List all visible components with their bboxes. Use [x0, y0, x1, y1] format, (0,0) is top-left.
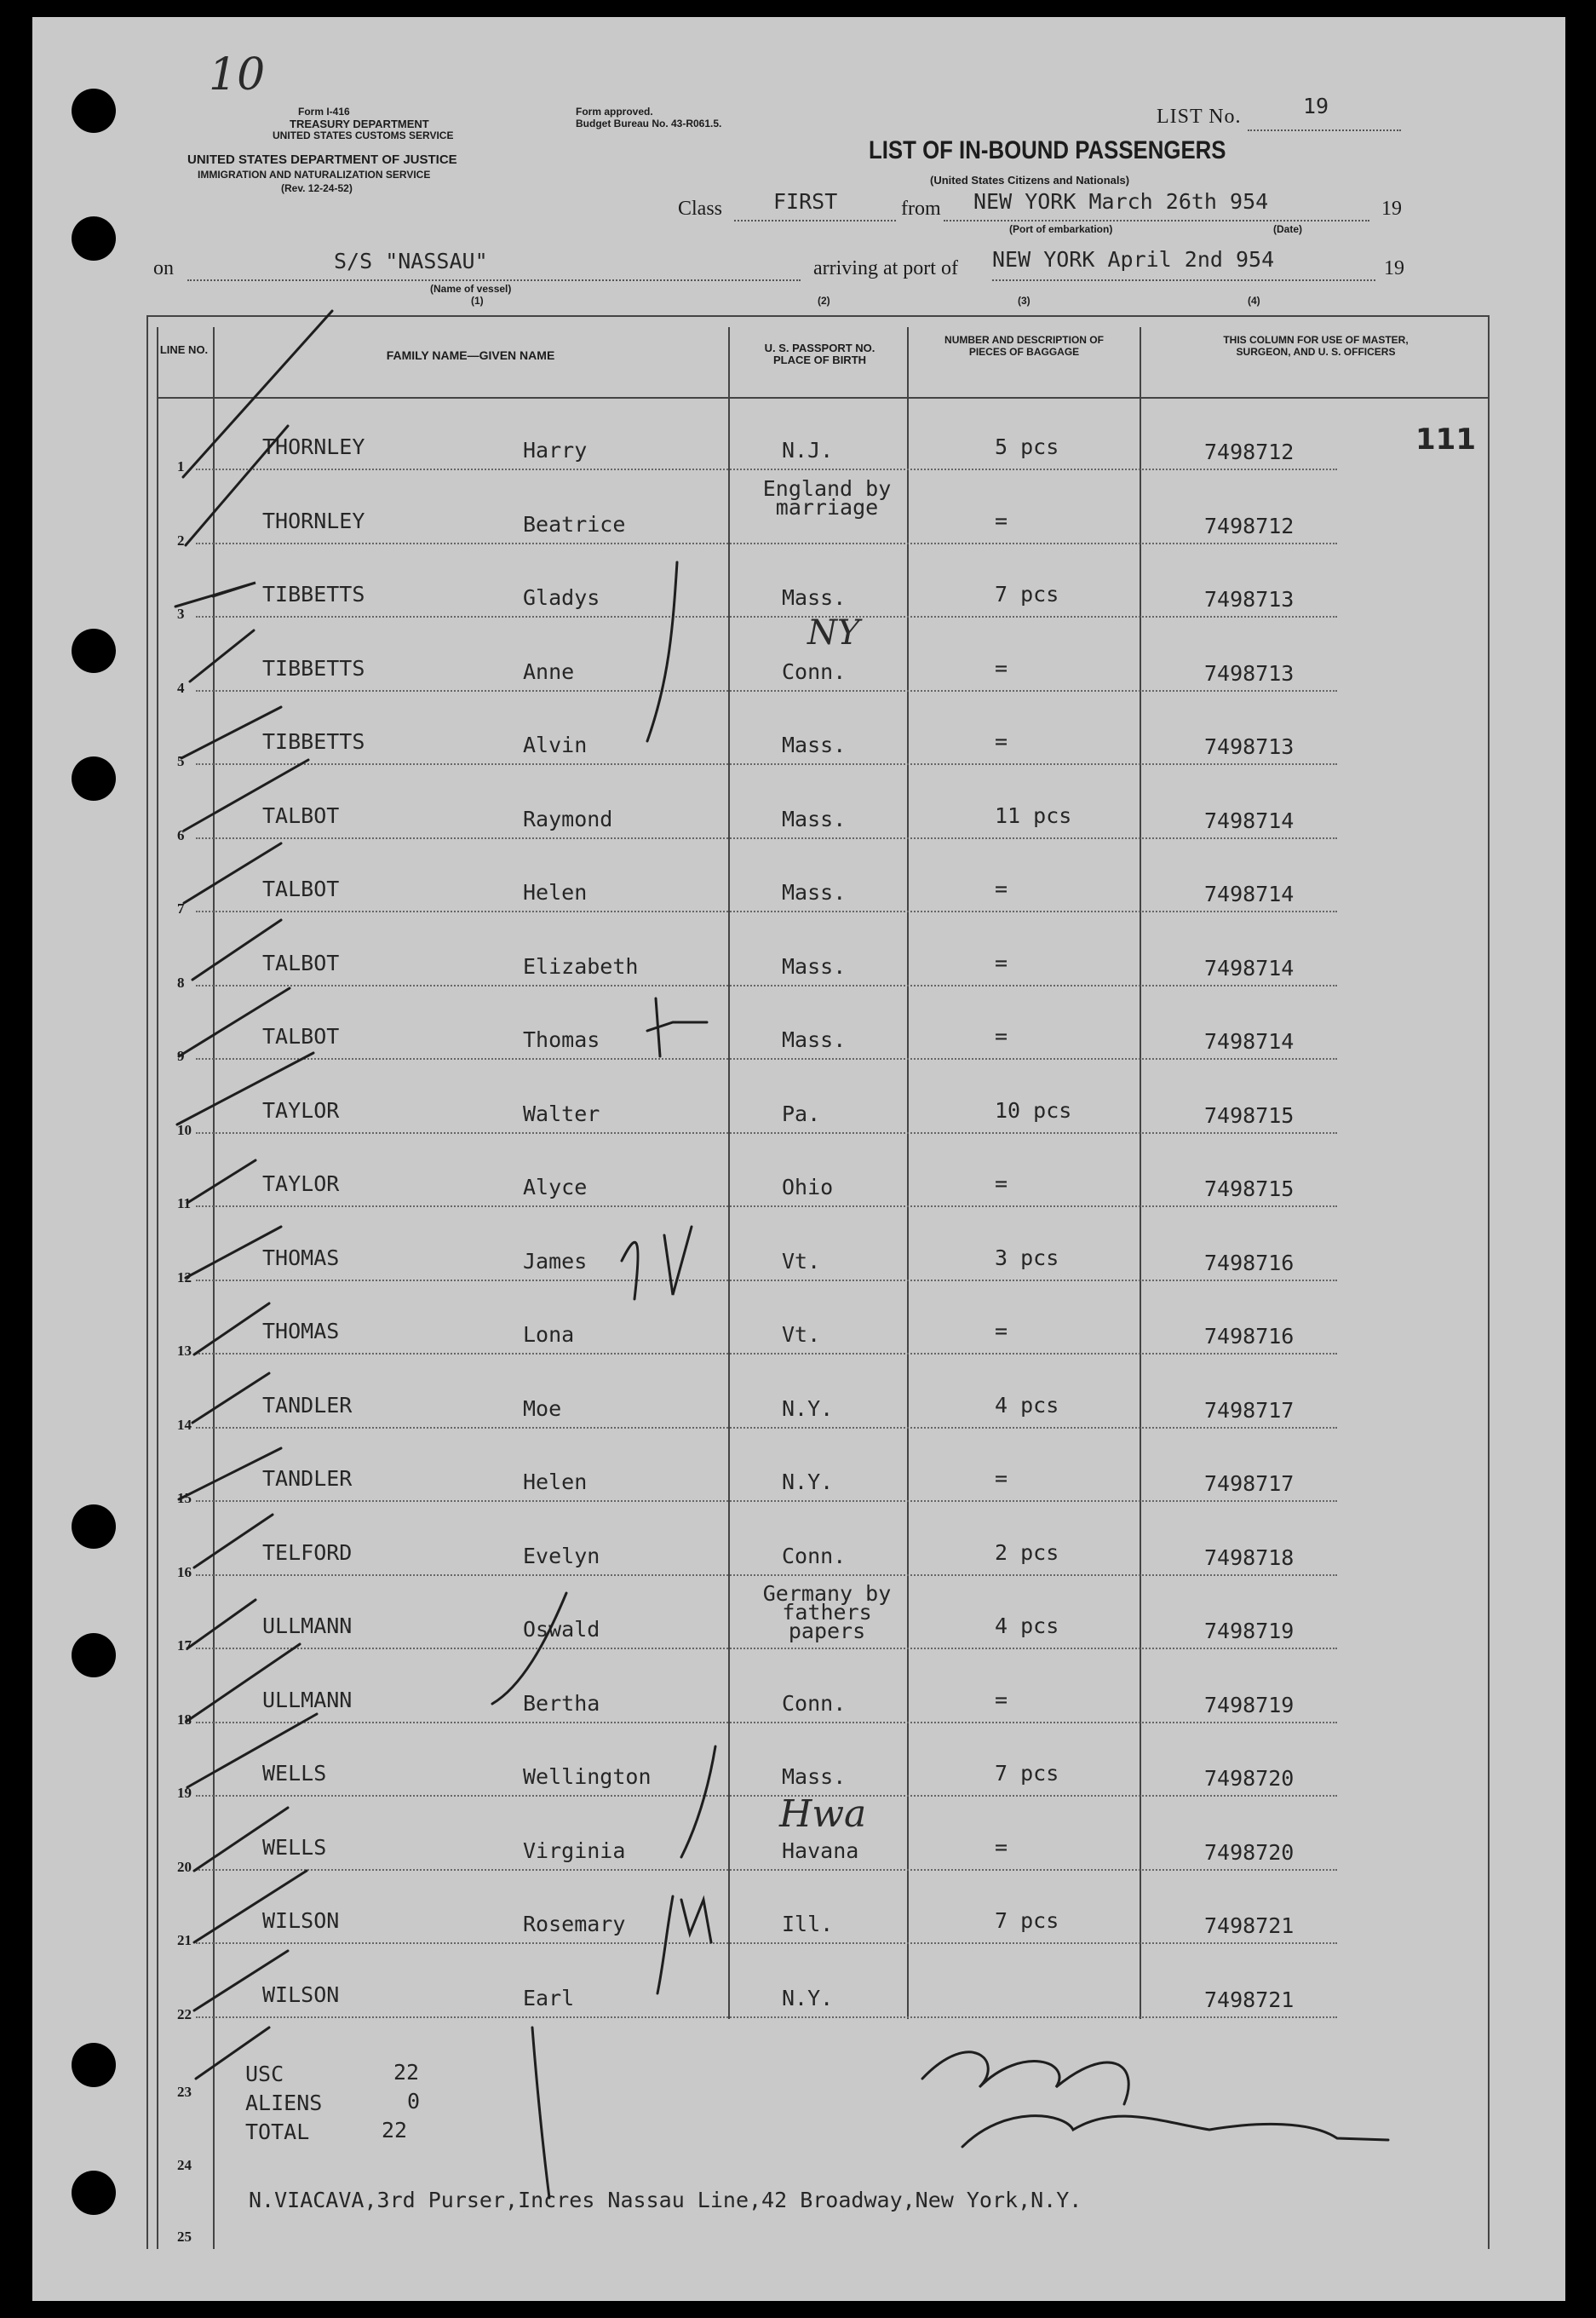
baggage: 4 pcs	[995, 1613, 1059, 1638]
family-name: THOMAS	[262, 1319, 340, 1343]
havana-correction: Hwa	[779, 1792, 867, 1836]
officer-code: 7498717	[1204, 1397, 1295, 1423]
officer-code: 7498712	[1204, 513, 1295, 538]
given-name: Rosemary	[523, 1912, 626, 1936]
usc-label: USC	[245, 2062, 284, 2086]
place-of-birth: Ohio	[782, 1175, 834, 1199]
class-value: FIRST	[773, 189, 838, 214]
baggage: =	[995, 1171, 1008, 1196]
col-header-officers: THIS COLUMN FOR USE OF MASTER, SURGEON, AND U. S. OFFICERS	[1223, 334, 1409, 358]
place-of-birth: Vt.	[782, 1248, 821, 1274]
baggage: 2 pcs	[995, 1539, 1059, 1565]
line-number: 15	[177, 1490, 192, 1506]
line-number: 10	[177, 1121, 192, 1138]
given-name: Anne	[523, 659, 575, 684]
family-name: ULLMANN	[262, 1613, 353, 1638]
col4-caption: (4)	[1248, 295, 1260, 307]
baggage: =	[995, 1687, 1008, 1712]
officer-code: 7498719	[1204, 1692, 1295, 1717]
given-name: Helen	[523, 1470, 588, 1494]
line-number: 6	[177, 826, 185, 843]
baggage: 7 pcs	[995, 582, 1059, 607]
vessel-value: S/S "NASSAU"	[334, 249, 488, 273]
vessel-col: (1)	[471, 295, 484, 307]
family-name: TANDLER	[262, 1392, 353, 1418]
total-value: 22	[382, 2118, 408, 2143]
side-number: 111	[1415, 423, 1476, 457]
line-number: 5	[177, 753, 185, 769]
officer-code: 7498718	[1204, 1544, 1295, 1570]
family-name: TANDLER	[262, 1466, 353, 1491]
from-value: NEW YORK March 26th 954	[973, 189, 1269, 214]
officer-code: 7498714	[1204, 1029, 1295, 1054]
officer-code: 7498714	[1204, 882, 1295, 906]
page-subtitle: (United States Citizens and Nationals)	[930, 174, 1130, 187]
total-label: TOTAL	[245, 2120, 310, 2144]
family-name: WILSON	[262, 1908, 340, 1933]
given-name: Beatrice	[523, 511, 626, 537]
place-of-birth: N.Y.	[782, 1470, 834, 1494]
form-rev: (Rev. 12-24-52)	[281, 182, 353, 194]
line-number: 17	[177, 1637, 192, 1654]
line-number: 7	[177, 900, 185, 917]
given-name: James	[523, 1248, 588, 1274]
family-name: TIBBETTS	[262, 582, 365, 607]
col2-caption: (2)	[818, 295, 830, 307]
list-no-label: LIST No.	[1157, 106, 1242, 128]
family-name: WILSON	[262, 1982, 340, 2007]
baggage: =	[995, 655, 1008, 681]
family-name: TAYLOR	[262, 1171, 340, 1196]
line-number: 13	[177, 1343, 192, 1359]
baggage: =	[995, 1024, 1008, 1049]
place-of-birth: England by marriage	[762, 475, 892, 520]
officer-code: 7498721	[1204, 1987, 1295, 2012]
officer-code: 7498713	[1204, 734, 1295, 759]
aliens-label: ALIENS	[245, 2091, 323, 2115]
baggage: 7 pcs	[995, 1908, 1059, 1933]
corner-mark: 10	[209, 49, 266, 101]
given-name: Moe	[523, 1395, 562, 1421]
line-number: 2	[177, 532, 185, 549]
place-of-birth: Havana	[782, 1838, 859, 1863]
line-number: 18	[177, 1711, 192, 1728]
given-name: Wellington	[523, 1764, 652, 1789]
officer-code: 7498721	[1204, 1913, 1295, 1938]
line-number: 19	[177, 1785, 192, 1801]
place-of-birth: Mass.	[782, 1764, 847, 1789]
baggage: 5 pcs	[995, 434, 1059, 459]
given-name: Elizabeth	[523, 953, 639, 979]
baggage: 11 pcs	[995, 802, 1072, 828]
family-name: TALBOT	[262, 877, 340, 901]
given-name: Helen	[523, 880, 588, 905]
list-no-value: 19	[1303, 94, 1329, 118]
baggage: 10 pcs	[995, 1097, 1072, 1123]
officer-code: 7498715	[1204, 1176, 1295, 1201]
line-number: 14	[177, 1416, 192, 1433]
year-label-1: 19	[1381, 198, 1402, 220]
baggage: 7 pcs	[995, 1761, 1059, 1786]
col3-caption: (3)	[1018, 295, 1031, 307]
col-header-line: LINE NO.	[159, 343, 209, 356]
from-label: from	[901, 198, 941, 220]
line-number: 23	[177, 2084, 192, 2100]
given-name: Earl	[523, 1985, 575, 2010]
given-name: Raymond	[523, 806, 613, 831]
place-of-birth: Conn.	[782, 1543, 847, 1568]
arrival-value: NEW YORK April 2nd 954	[992, 247, 1275, 272]
family-name: THORNLEY	[262, 434, 365, 459]
baggage: =	[995, 729, 1008, 754]
line-number: 24	[177, 2157, 192, 2173]
officer-code: 7498714	[1204, 808, 1295, 833]
officer-code: 7498714	[1204, 955, 1295, 981]
form-number: Form I-416	[298, 106, 350, 118]
place-of-birth: Mass.	[782, 585, 847, 610]
purser-footer: N.VIACAVA,3rd Purser,Incres Nassau Line,42 Broadway,New York,N.Y.	[249, 2188, 1082, 2212]
place-of-birth: Ill.	[782, 1912, 834, 1936]
line-number: 12	[177, 1268, 192, 1286]
vessel-caption: (Name of vessel)	[430, 283, 512, 295]
place-of-birth: Mass.	[782, 953, 847, 979]
given-name: Bertha	[523, 1690, 600, 1716]
place-of-birth: Pa.	[782, 1101, 821, 1126]
ny-correction: NY	[807, 613, 860, 653]
customs-service: UNITED STATES CUSTOMS SERVICE	[273, 129, 454, 141]
given-name: Harry	[523, 438, 588, 463]
place-of-birth: Mass.	[782, 733, 847, 757]
given-name: Oswald	[523, 1617, 600, 1642]
budget-bureau: Budget Bureau No. 43-R061.5.	[576, 118, 722, 129]
family-name: TIBBETTS	[262, 729, 365, 754]
place-of-birth: N.Y.	[782, 1985, 834, 2010]
officer-code: 7498712	[1204, 440, 1295, 464]
family-name: TAYLOR	[262, 1097, 340, 1123]
line-number: 16	[177, 1563, 192, 1580]
place-of-birth: N.J.	[782, 438, 834, 463]
family-name: TELFORD	[262, 1539, 353, 1565]
given-name: Alvin	[523, 733, 588, 757]
line-number: 3	[177, 606, 185, 622]
place-of-birth: Conn.	[782, 1690, 847, 1716]
line-number: 11	[177, 1195, 192, 1211]
officer-code: 7498713	[1204, 587, 1295, 612]
place-of-birth: Mass.	[782, 806, 847, 831]
place-of-birth: Germany by fathers papers	[762, 1581, 892, 1643]
place-of-birth: Conn.	[782, 659, 847, 684]
col-header-passport: U. S. PASSPORT NO. PLACE OF BIRTH	[764, 342, 876, 366]
line-number: 21	[177, 1932, 192, 1948]
officer-code: 7498716	[1204, 1324, 1295, 1349]
place-of-birth: N.Y.	[782, 1395, 834, 1421]
family-name: TALBOT	[262, 802, 340, 828]
form-approved: Form approved.	[576, 106, 653, 118]
given-name: Virginia	[523, 1838, 626, 1863]
ins: IMMIGRATION AND NATURALIZATION SERVICE	[198, 169, 431, 181]
family-name: TALBOT	[262, 1024, 340, 1049]
baggage: =	[995, 508, 1008, 533]
aliens-value: 0	[407, 2089, 421, 2114]
year-label-2: 19	[1384, 257, 1404, 279]
line-number: 9	[177, 1048, 185, 1064]
family-name: THORNLEY	[262, 508, 365, 533]
port-embark-caption: (Port of embarkation)	[1009, 223, 1113, 235]
family-name: ULLMANN	[262, 1687, 353, 1712]
given-name: Evelyn	[523, 1543, 600, 1568]
justice-dept: UNITED STATES DEPARTMENT OF JUSTICE	[187, 152, 457, 167]
col-header-baggage: NUMBER AND DESCRIPTION OF PIECES OF BAGGAGE	[944, 334, 1104, 358]
col-header-name: FAMILY NAME—GIVEN NAME	[386, 348, 555, 362]
class-label: Class	[678, 198, 723, 220]
family-name: TALBOT	[262, 950, 340, 975]
given-name: Lona	[523, 1322, 575, 1347]
arriving-label: arriving at port of	[813, 257, 958, 279]
line-number: 25	[177, 2229, 192, 2245]
line-number: 4	[177, 679, 185, 696]
family-name: WELLS	[262, 1761, 327, 1786]
line-number: 1	[177, 458, 185, 475]
officer-code: 7498713	[1204, 660, 1295, 686]
treasury-dept: TREASURY DEPARTMENT	[290, 118, 429, 130]
officer-code: 7498720	[1204, 1766, 1295, 1791]
baggage: 3 pcs	[995, 1245, 1059, 1270]
given-name: Walter	[523, 1101, 600, 1126]
baggage: =	[995, 1466, 1008, 1491]
baggage: =	[995, 1319, 1008, 1343]
line-number: 8	[177, 974, 185, 991]
line-number: 20	[177, 1858, 192, 1875]
family-name: THOMAS	[262, 1245, 340, 1270]
baggage: =	[995, 950, 1008, 975]
usc-value: 22	[393, 2060, 420, 2085]
on-label: on	[153, 257, 174, 279]
officer-code: 7498716	[1204, 1250, 1295, 1275]
place-of-birth: Mass.	[782, 1027, 847, 1052]
given-name: Alyce	[523, 1175, 588, 1199]
given-name: Thomas	[523, 1027, 600, 1052]
officer-code: 7498717	[1204, 1471, 1295, 1496]
baggage: =	[995, 877, 1008, 901]
family-name: WELLS	[262, 1834, 327, 1860]
family-name: TIBBETTS	[262, 655, 365, 681]
given-name: Gladys	[523, 585, 600, 610]
officer-code: 7498720	[1204, 1839, 1295, 1865]
place-of-birth: Vt.	[782, 1322, 821, 1347]
baggage: 4 pcs	[995, 1392, 1059, 1418]
officer-code: 7498715	[1204, 1102, 1295, 1128]
baggage: =	[995, 1834, 1008, 1860]
date-caption: (Date)	[1273, 223, 1303, 235]
page-title: LIST OF IN-BOUND PASSENGERS	[869, 136, 1226, 164]
officer-code: 7498719	[1204, 1619, 1295, 1643]
place-of-birth: Mass.	[782, 880, 847, 905]
line-number: 22	[177, 2005, 192, 2022]
